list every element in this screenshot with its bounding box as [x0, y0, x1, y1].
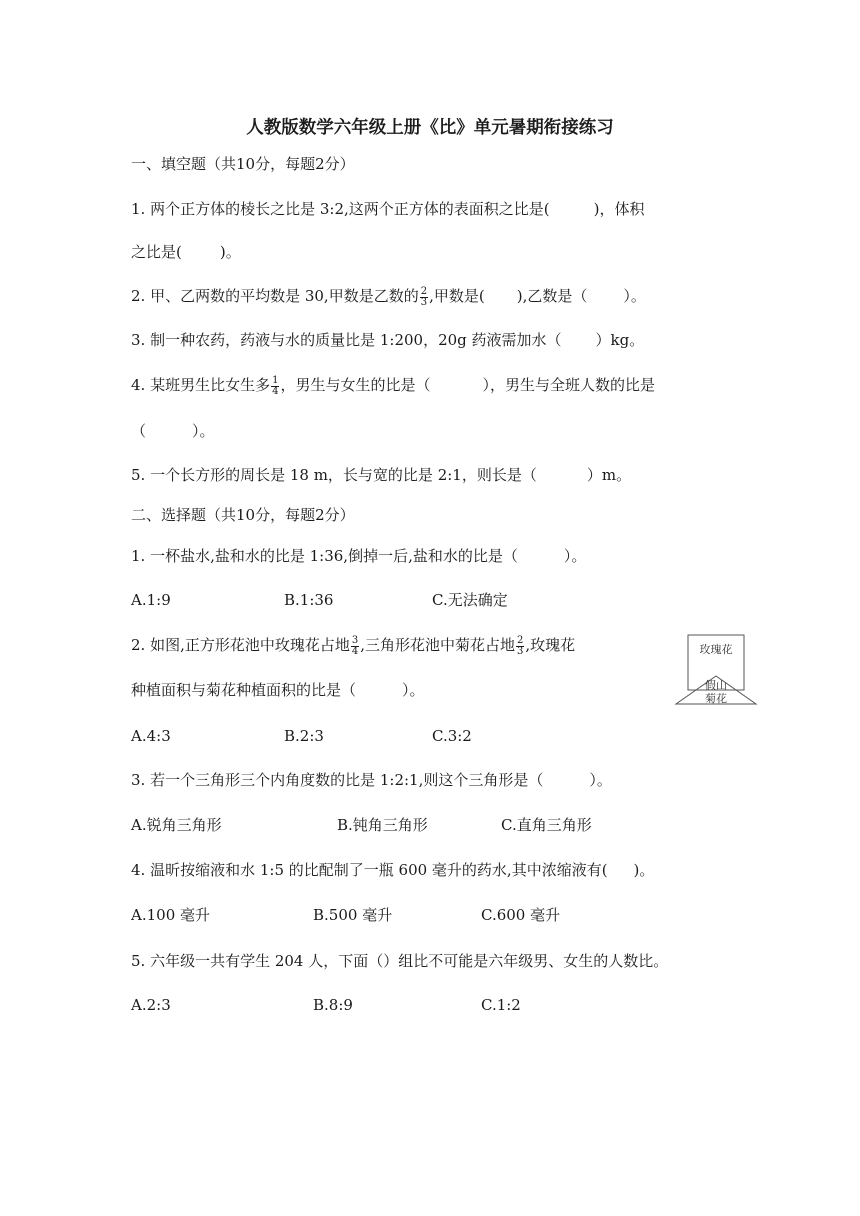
s1-q2: 2. 甲、乙两数的平均数是 30,甲数是乙数的 $\frac{2}{3}$ ,甲数是( ),乙数是（ ）。: [131, 285, 646, 308]
s1-q5: 5. 一个长方形的周长是 18 m，长与宽的比是 2:1，则长是（ ）m。: [131, 466, 632, 484]
s2-q4: 4. 温昕按缩液和水 1:5 的比配制了一瓶 600 毫升的药水,其中浓缩液有( )。: [131, 861, 655, 879]
s2-q3-option-c: C.直角三角形: [501, 816, 592, 834]
s2-q2-option-c: C.3:2: [432, 727, 472, 745]
s2-q3-option-a: A.锐角三角形: [131, 816, 222, 834]
s2-q5-option-a: A.2:3: [131, 996, 171, 1014]
s2-q1-option-a: A.1:9: [131, 591, 171, 609]
s1-q4-line1: 4. 某班男生比女生多 $\frac{1}{4}$ ，男生与女生的比是（ ），男生与全班人数的比是: [131, 374, 655, 397]
fraction-1-4: $\frac{1}{4}$: [272, 374, 279, 397]
garden-figure: [674, 634, 760, 706]
figure-label-rose: 玫瑰花: [699, 643, 733, 656]
s2-q5-option-c: C.1:2: [481, 996, 521, 1014]
s2-q1-option-b: B.1:36: [284, 591, 334, 609]
s2-q4-option-a: A.100 毫升: [131, 906, 210, 924]
s1-q3: 3. 制一种农药，药液与水的质量比是 1:200，20g 药液需加水（ ）kg。: [131, 331, 645, 349]
s2-q2-line1: 2. 如图,正方形花池中玫瑰花占地 $\frac{3}{4}$ ,三角形花池中菊花占地 $\frac{2}{3}$ ,玫瑰花: [131, 634, 576, 657]
s2-q5-option-b: B.8:9: [313, 996, 353, 1014]
section2-heading: 二、选择题（共10分，每题2分）: [131, 506, 355, 524]
s2-q5: 5. 六年级一共有学生 204 人，下面（）组比不可能是六年级男、女生的人数比。: [131, 952, 669, 970]
figure-label-chrysanthemum: 菊花: [705, 692, 727, 705]
fraction-3-4: $\frac{3}{4}$: [351, 634, 359, 657]
s1-q1-line1: 1. 两个正方体的棱长之比是 3:2,这两个正方体的表面积之比是( )，体积: [131, 200, 645, 218]
s2-q2-option-a: A.4:3: [131, 727, 171, 745]
s1-q1-line2: 之比是( )。: [131, 243, 241, 261]
page-title: 人教版数学六年级上册《比》单元暑期衔接练习: [246, 118, 614, 138]
s2-q2-option-b: B.2:3: [284, 727, 324, 745]
s2-q3-option-b: B.钝角三角形: [337, 816, 428, 834]
section1-heading: 一、填空题（共10分，每题2分）: [131, 155, 355, 173]
s2-q4-option-b: B.500 毫升: [313, 906, 393, 924]
s2-q3: 3. 若一个三角形三个内角度数的比是 1:2:1,则这个三角形是（ ）。: [131, 771, 612, 789]
figure-label-rockery: 假山: [705, 679, 727, 692]
s2-q2-line2: 种植面积与菊花种植面积的比是（ ）。: [131, 681, 425, 699]
s2-q1-option-c: C.无法确定: [432, 591, 508, 609]
s2-q4-option-c: C.600 毫升: [481, 906, 561, 924]
s2-q1: 1. 一杯盐水,盐和水的比是 1:36,倒掉一后,盐和水的比是（ ）。: [131, 547, 587, 565]
fraction-2-3: $\frac{2}{3}$: [420, 285, 428, 308]
fraction-2-3: $\frac{2}{3}$: [517, 634, 524, 657]
s1-q4-line2: （ ）。: [131, 422, 215, 440]
